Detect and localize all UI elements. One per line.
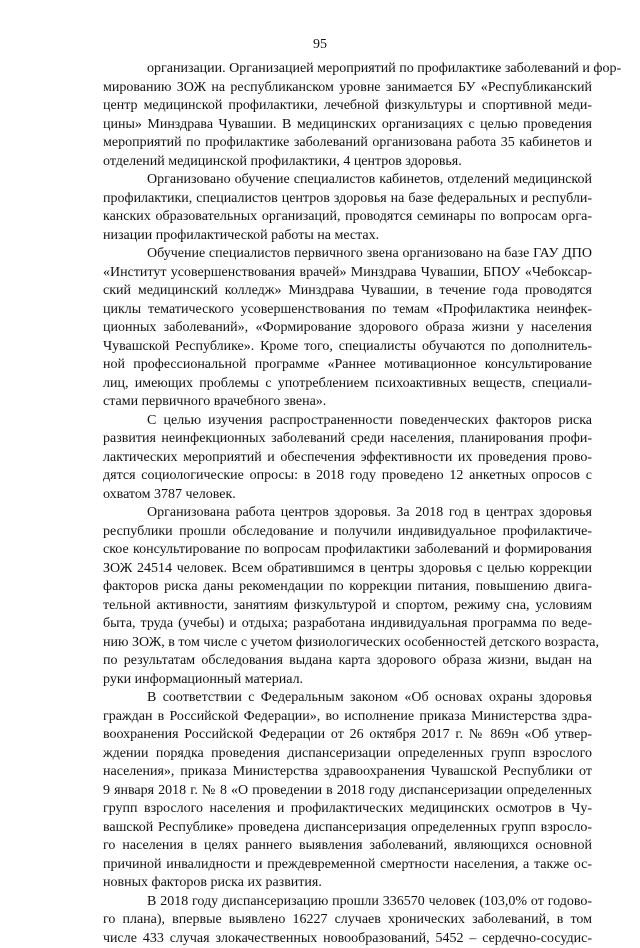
text-line: ский медицинский колледж» Минздрава Чувашии, в течение года проводятся [103, 282, 592, 301]
text-line: мероприятий по профилактике заболеваний организована работа 35 кабинетов и [103, 134, 592, 153]
paragraph-6 [103, 689, 592, 893]
text-line: тельной активности, занятиям физкультурой и спортом, режиму сна, условиям [103, 597, 592, 616]
text-line: ЗОЖ 24514 человек. Всем обратившимся в центры здоровья с целью коррекции [103, 560, 592, 579]
text-line: ной профессиональной программе «Раннее мотивационное консультирование [103, 356, 592, 375]
text-line: лактических мероприятий и обеспечения эффективности их проведения прово- [103, 449, 592, 468]
text-line: го населения в целях раннего выявления заболеваний, являющихся основной [103, 837, 592, 856]
text-line: 9 января 2018 г. № 8 «О проведении в 2018 году диспансеризации определенных [103, 782, 592, 801]
text-line: «Институт усовершенствования врачей» Минздрава Чувашии, БПОУ «Чебоксар- [103, 264, 592, 283]
text-line: групп взрослого населения и профилактических медицинских осмотров в Чу- [103, 800, 592, 819]
text-line: факторов риска даны рекомендации по коррекции питания, повышению двига- [103, 578, 592, 597]
text-line: нию ЗОЖ, в том числе с учетом физиологических особенностей детского возраста, [103, 634, 592, 653]
text-line: циклы тематического усовершенствования по темам «Профилактика неинфек- [103, 301, 592, 320]
text-line: новных факторов риска их развития. [103, 874, 592, 893]
text-line: по результатам обследования выдана карта здорового образа жизни, выдан на [103, 652, 592, 671]
text-line: граждан в Российской Федерации», во исполнение приказа Министерства здра- [103, 708, 592, 727]
text-line: быта, труда (учебы) и отдыха; разработана индивидуальная программа по веде- [103, 615, 592, 634]
text-line: мированию ЗОЖ на республиканском уровне занимается БУ «Республиканский [103, 79, 592, 98]
text-line: В 2018 году диспансеризацию прошли 336570 человек (103,0% от годово- [103, 893, 592, 912]
text-line: В соответствии с Федеральным законом «Об основах охраны здоровья [103, 689, 592, 708]
paragraph-7 [103, 893, 592, 948]
text-line: го плана), впервые выявлено 16227 случаев хронических заболеваний, в том [103, 911, 592, 930]
text-line: С целью изучения распространенности поведенческих факторов риска [103, 412, 592, 431]
text-line: ждении порядка проведения диспансеризации определенных групп взрослого [103, 745, 592, 764]
text-line: Обучение специалистов первичного звена организовано на базе ГАУ ДПО [103, 245, 592, 264]
text-line: причиной инвалидности и преждевременной смертности населения, а также ос- [103, 856, 592, 875]
text-line: низации профилактической работы на местах. [103, 227, 592, 246]
text-line: Организовано обучение специалистов кабинетов, отделений медицинской [103, 171, 592, 190]
text-line: ское консультирование по вопросам профилактики заболеваний и формирования [103, 541, 592, 560]
text-line: вашской Республике» проведена диспансеризация определенных групп взросло- [103, 819, 592, 838]
text-line: лиц, имеющих проблемы с употреблением психоактивных веществ, специали- [103, 375, 592, 394]
paragraph-5 [103, 504, 592, 689]
document-body [103, 60, 592, 948]
text-line: охватом 3787 человек. [103, 486, 592, 505]
text-line: профилактики, специалистов центров здоровья на базе федеральных и республи- [103, 190, 592, 209]
text-line: стами первичного врачебного звена». [103, 393, 592, 412]
text-line: ционных заболеваний», «Формирование здорового образа жизни у населения [103, 319, 592, 338]
text-line: канских образовательных организаций, проводятся семинары по вопросам орга- [103, 208, 592, 227]
text-line: руки информационный материал. [103, 671, 592, 690]
text-line: отделений медицинской профилактики, 4 центров здоровья. [103, 153, 592, 172]
text-line: цины» Минздрава Чувашии. В медицинских организациях с целью проведения [103, 116, 592, 135]
text-line: числе 433 случая злокачественных новообразований, 5452 – сердечно-сосудис- [103, 930, 592, 948]
text-line: центр медицинской профилактики, лечебной физкультуры и спортивной меди- [103, 97, 592, 116]
paragraph-4 [103, 412, 592, 505]
text-line: организации. Организацией мероприятий по профилактике заболеваний и фор- [103, 60, 592, 79]
paragraph-2 [103, 171, 592, 245]
paragraph-3 [103, 245, 592, 412]
text-line: воохранения Российской Федерации от 26 октября 2017 г. № 869н «Об утвер- [103, 726, 592, 745]
text-line: развития неинфекционных заболеваний среди населения, планирования профи- [103, 430, 592, 449]
text-line: населения», приказа Министерства здравоохранения Чувашской Республики от [103, 763, 592, 782]
text-line: республики прошли обследование и получили индивидуальное профилактиче- [103, 523, 592, 542]
text-line: дятся социологические опросы: в 2018 году проведено 12 анкетных опросов с [103, 467, 592, 486]
text-line: Чувашской Республике». Кроме того, специалисты обучаются по дополнитель- [103, 338, 592, 357]
paragraph-1 [103, 60, 592, 171]
page-number: 95 [0, 36, 640, 54]
text-line: Организована работа центров здоровья. За 2018 год в центрах здоровья [103, 504, 592, 523]
